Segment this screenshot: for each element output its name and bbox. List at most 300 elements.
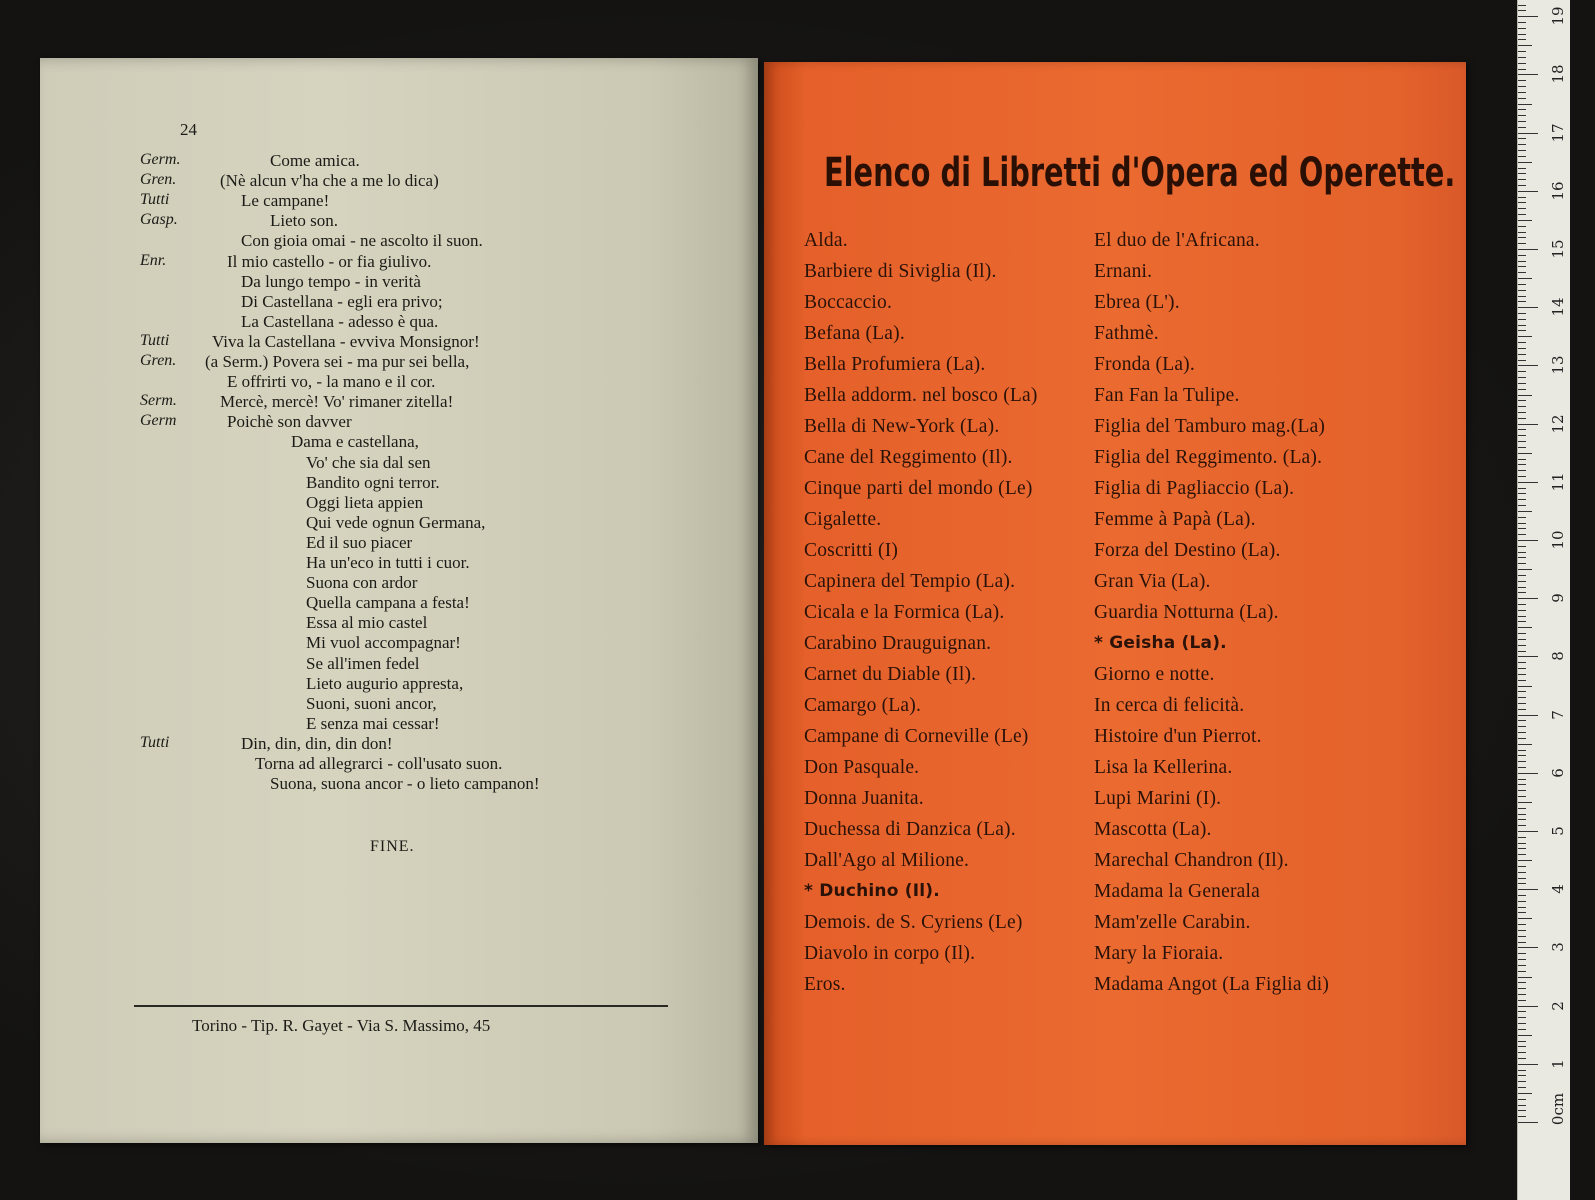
ruler-tick xyxy=(1518,808,1526,809)
ruler-tick xyxy=(1518,767,1526,768)
ruler-tick xyxy=(1518,1029,1526,1030)
ruler-tick xyxy=(1518,255,1526,256)
ruler-tick xyxy=(1518,150,1526,151)
ruler-tick xyxy=(1518,69,1526,70)
ruler-tick xyxy=(1518,447,1526,448)
ruler-tick xyxy=(1518,1058,1526,1059)
ruler-tick xyxy=(1518,459,1526,460)
ruler-tick xyxy=(1518,546,1526,547)
ruler-tick xyxy=(1518,162,1532,163)
libretto-title: Mary la Fioraia. xyxy=(1094,943,1224,964)
ruler-number: 10 xyxy=(1549,530,1567,550)
ruler-tick xyxy=(1518,1110,1526,1111)
ruler-tick xyxy=(1518,557,1526,558)
libretto-title: Duchessa di Danzica (La). xyxy=(804,819,1016,840)
ruler-tick xyxy=(1518,1087,1526,1088)
ruler-tick xyxy=(1518,534,1526,535)
verse-text: Din, din, din, din don! xyxy=(241,733,393,753)
ruler-tick xyxy=(1518,616,1526,617)
ruler-tick xyxy=(1518,371,1526,372)
libretto-title: Forza del Destino (La). xyxy=(1094,540,1281,561)
ruler-tick xyxy=(1518,715,1538,716)
ruler-tick xyxy=(1518,732,1526,733)
ruler-tick xyxy=(1518,784,1526,785)
ruler-tick xyxy=(1518,1041,1526,1042)
ruler-tick xyxy=(1518,790,1526,791)
verse-text: (a Serm.) Povera sei - ma pur sei bella, xyxy=(205,352,470,371)
ruler-tick xyxy=(1518,971,1526,972)
ruler-tick xyxy=(1518,214,1526,215)
ruler-tick xyxy=(1518,173,1526,174)
ruler-tick xyxy=(1518,1046,1526,1047)
ruler-tick xyxy=(1518,686,1532,687)
libretto-title: Cigalette. xyxy=(804,509,882,530)
verse-text: Suona con ardor xyxy=(306,573,418,593)
ruler-tick xyxy=(1518,750,1526,751)
verse-text: Dama e castellana, xyxy=(291,432,419,452)
ruler-tick xyxy=(1518,755,1526,756)
ruler-tick xyxy=(1518,266,1526,267)
verse-text: Di Castellana - egli era privo; xyxy=(241,291,443,311)
libretto-title: Fronda (La). xyxy=(1094,354,1195,375)
libretto-title: Don Pasquale. xyxy=(804,757,920,778)
ruler-number: 16 xyxy=(1549,181,1567,201)
libretto-title: Campane di Corneville (Le) xyxy=(804,726,1029,747)
ruler-tick xyxy=(1518,1075,1526,1076)
ruler-tick xyxy=(1518,435,1526,436)
ruler-tick xyxy=(1518,313,1526,314)
ruler-tick xyxy=(1518,424,1538,425)
ruler-tick xyxy=(1518,912,1526,913)
ruler-tick xyxy=(1518,621,1526,622)
ruler-tick xyxy=(1518,872,1526,873)
ruler-tick xyxy=(1518,942,1526,943)
ruler-tick xyxy=(1518,604,1526,605)
ruler-number: 12 xyxy=(1549,414,1567,434)
ruler-tick xyxy=(1518,365,1538,366)
ruler-tick xyxy=(1518,319,1526,320)
verse-text: Poichè son davver xyxy=(227,412,352,432)
ruler-tick xyxy=(1518,528,1526,529)
libretto-title: Femme à Papà (La). xyxy=(1094,509,1256,530)
ruler-tick xyxy=(1518,307,1538,308)
footer-rule xyxy=(134,1005,668,1007)
ruler-tick xyxy=(1518,907,1526,908)
ruler-tick xyxy=(1518,360,1526,361)
verse-text: Il mio castello - or fia giulivo. xyxy=(227,251,432,271)
ruler-tick xyxy=(1518,10,1526,11)
libretto-title: Demois. de S. Cyriens (Le) xyxy=(804,912,1023,933)
ruler-tick xyxy=(1518,656,1538,657)
ruler-tick xyxy=(1518,878,1526,879)
verse-text: Ed il suo piacer xyxy=(306,532,413,552)
ruler-tick xyxy=(1518,389,1526,390)
ruler-tick xyxy=(1518,860,1532,861)
ruler-number: 13 xyxy=(1549,355,1567,375)
speaker-label: Enr. xyxy=(140,251,167,269)
verse-text: Lieto son. xyxy=(270,211,338,231)
ruler-tick xyxy=(1518,98,1526,99)
libretto-title: Camargo (La). xyxy=(804,695,922,716)
verse-text: Essa al mio castel xyxy=(306,613,428,633)
ruler-tick xyxy=(1518,74,1538,75)
ruler-number: 3 xyxy=(1549,942,1567,953)
libretto-title: Alda. xyxy=(804,230,848,251)
ruler-tick xyxy=(1518,22,1526,23)
ruler-tick xyxy=(1518,249,1538,250)
ruler-tick xyxy=(1518,121,1526,122)
ruler-tick xyxy=(1518,773,1538,774)
ruler-tick xyxy=(1518,1105,1526,1106)
ruler-tick xyxy=(1518,34,1526,35)
ruler-tick xyxy=(1518,977,1532,978)
ruler-tick xyxy=(1518,1099,1526,1100)
ruler-tick xyxy=(1518,127,1526,128)
ruler-tick xyxy=(1518,819,1526,820)
ruler-tick xyxy=(1518,39,1526,40)
ruler-tick xyxy=(1518,418,1526,419)
libretto-title: Donna Juanita. xyxy=(804,788,924,809)
verse-text: Viva la Castellana - evviva Monsignor! xyxy=(212,331,480,351)
ruler-tick xyxy=(1518,814,1526,815)
ruler-tick xyxy=(1518,348,1526,349)
ruler-tick xyxy=(1518,109,1526,110)
ruler-tick xyxy=(1518,668,1526,669)
ruler-tick xyxy=(1518,296,1526,297)
ruler-tick xyxy=(1518,179,1526,180)
ruler-tick xyxy=(1518,965,1526,966)
ruler-tick xyxy=(1518,1122,1538,1123)
ruler-tick xyxy=(1518,680,1526,681)
ruler-number: 11 xyxy=(1549,472,1567,492)
ruler-tick xyxy=(1518,63,1526,64)
ruler-tick xyxy=(1518,587,1526,588)
ruler-number: 19 xyxy=(1549,6,1567,26)
ruler-tick xyxy=(1518,226,1526,227)
ruler-tick xyxy=(1518,994,1526,995)
ruler-number: 2 xyxy=(1549,1000,1567,1011)
ruler-number: 8 xyxy=(1549,651,1567,662)
ruler-number: 7 xyxy=(1549,709,1567,720)
ruler-tick xyxy=(1518,1070,1526,1071)
libretto-title: Coscritti (I) xyxy=(804,540,899,561)
ruler-tick xyxy=(1518,796,1526,797)
libretto-title: Dall'Ago al Milione. xyxy=(804,850,970,871)
ruler-number: 4 xyxy=(1549,884,1567,894)
ruler-tick xyxy=(1518,540,1538,541)
ruler-tick xyxy=(1518,45,1532,46)
speaker-label: Serm. xyxy=(140,392,177,410)
ruler-tick xyxy=(1518,342,1526,343)
ruler-tick xyxy=(1518,476,1526,477)
verse-text: Da lungo tempo - in verità xyxy=(241,271,421,291)
libretto-title: * Duchino (Il). xyxy=(804,881,940,901)
ruler-tick xyxy=(1518,86,1526,87)
speaker-label: Gasp. xyxy=(140,211,178,229)
libretto-title: Figlia del Tamburo mag.(La) xyxy=(1094,416,1326,437)
ruler-tick xyxy=(1518,947,1538,948)
ruler-tick xyxy=(1518,488,1526,489)
ruler-tick xyxy=(1518,988,1526,989)
ruler-tick xyxy=(1518,825,1526,826)
ruler-tick xyxy=(1518,848,1526,849)
ruler-tick xyxy=(1518,726,1526,727)
verse-text: Come amica. xyxy=(270,151,360,170)
ruler-tick xyxy=(1518,325,1526,326)
ruler-tick xyxy=(1518,598,1538,599)
libretto-title: Cinque parti del mondo (Le) xyxy=(804,478,1033,499)
ruler-tick xyxy=(1518,883,1526,884)
ruler-tick xyxy=(1518,284,1526,285)
ruler-number: 5 xyxy=(1549,826,1567,836)
ruler-tick xyxy=(1518,953,1526,954)
ruler-tick xyxy=(1518,138,1526,139)
ruler-tick xyxy=(1518,202,1526,203)
ruler-tick xyxy=(1518,895,1526,896)
ruler-tick xyxy=(1518,517,1526,518)
libretto-title: Gran Via (La). xyxy=(1094,571,1211,592)
ruler-tick xyxy=(1518,1081,1526,1082)
ruler-tick xyxy=(1518,354,1526,355)
ruler-tick xyxy=(1518,633,1526,634)
ruler-tick xyxy=(1518,779,1526,780)
speaker-label: Germ xyxy=(140,412,177,430)
libretto-title: Lupi Marini (I). xyxy=(1094,788,1222,809)
ruler-tick xyxy=(1518,493,1526,494)
verse-text: (Nè alcun v'ha che a me lo dica) xyxy=(220,171,439,191)
ruler-tick xyxy=(1518,92,1526,93)
ruler-tick xyxy=(1518,453,1532,454)
verse-text: Quella campana a festa! xyxy=(306,593,470,613)
ruler-tick xyxy=(1518,924,1526,925)
page-number: 24 xyxy=(180,120,197,139)
libretto-title: Bella Profumiera (La). xyxy=(804,354,986,375)
ruler-tick xyxy=(1518,330,1526,331)
ruler-tick xyxy=(1518,168,1526,169)
ruler-tick xyxy=(1518,16,1538,17)
ruler-tick xyxy=(1518,854,1526,855)
ruler-tick xyxy=(1518,738,1526,739)
libretto-title: Carabino Drauguignan. xyxy=(804,633,992,654)
ruler-tick xyxy=(1518,744,1532,745)
ruler-tick xyxy=(1518,1017,1526,1018)
ruler-tick xyxy=(1518,610,1526,611)
ruler-tick xyxy=(1518,5,1526,6)
ruler-tick xyxy=(1518,1052,1526,1053)
ruler-tick xyxy=(1518,80,1526,81)
ruler-tick xyxy=(1518,499,1526,500)
ruler-number: 9 xyxy=(1549,593,1567,603)
ruler-tick xyxy=(1518,843,1526,844)
libretto-title: Mam'zelle Carabin. xyxy=(1094,912,1251,933)
ruler-tick xyxy=(1518,627,1532,628)
ruler-tick xyxy=(1518,639,1526,640)
verse-text: Mercè, mercè! Vo' rimaner zitella! xyxy=(220,392,454,412)
libretto-title: In cerca di felicità. xyxy=(1094,695,1245,716)
ruler-tick xyxy=(1518,575,1526,576)
libretto-title: Ebrea (L'). xyxy=(1094,292,1180,313)
libretto-title: Lisa la Kellerina. xyxy=(1094,757,1233,778)
ruler-number: 1 xyxy=(1549,1059,1567,1069)
verse-text: Bandito ogni terror. xyxy=(306,472,440,492)
verse-text: Mi vuol accompagnar! xyxy=(306,633,461,653)
ruler-tick xyxy=(1518,831,1538,832)
ruler-tick xyxy=(1518,505,1526,506)
ruler-tick xyxy=(1518,441,1526,442)
ruler-tick xyxy=(1518,57,1526,58)
verse-text: Con gioia omai - ne ascolto il suon. xyxy=(241,231,483,251)
ruler-unit-label: 0cm xyxy=(1549,1092,1567,1126)
libretto-title: Ernani. xyxy=(1094,261,1153,282)
speaker-label: Germ. xyxy=(140,151,181,168)
ruler-tick xyxy=(1518,982,1526,983)
ruler-tick xyxy=(1518,1116,1526,1117)
ruler-tick xyxy=(1518,930,1526,931)
ruler-tick xyxy=(1518,115,1526,116)
ruler-tick xyxy=(1518,1011,1526,1012)
ruler-tick xyxy=(1518,406,1526,407)
verse-text: La Castellana - adesso è qua. xyxy=(241,311,439,331)
verse-text: Qui vede ognun Germana, xyxy=(306,512,486,532)
verse-text: Oggi lieta appien xyxy=(306,492,424,512)
ruler-tick xyxy=(1518,720,1526,721)
ruler-tick xyxy=(1518,383,1526,384)
libretto-title: Boccaccio. xyxy=(804,292,893,313)
ruler-tick xyxy=(1518,662,1526,663)
libretto-title: * Geisha (La). xyxy=(1094,633,1227,653)
ruler-tick xyxy=(1518,28,1526,29)
verse-text: E senza mai cessar! xyxy=(306,713,440,733)
ruler-tick xyxy=(1518,1000,1526,1001)
libretto-title: Eros. xyxy=(804,974,846,995)
catalog-title: Elenco di Libretti d'Opera ed Operette. xyxy=(824,150,1456,196)
libretto-title: Madama la Generala xyxy=(1094,881,1261,902)
libretto-title: Befana (La). xyxy=(804,323,905,344)
ruler-tick xyxy=(1518,261,1526,262)
ruler-tick xyxy=(1518,802,1532,803)
ruler-tick xyxy=(1518,592,1526,593)
ruler-tick xyxy=(1518,697,1526,698)
speaker-label: Tutti xyxy=(140,331,170,349)
ruler-tick xyxy=(1518,837,1526,838)
ruler-tick xyxy=(1518,336,1532,337)
verse-text: Torna ad allegrarci - coll'usato suon. xyxy=(255,754,503,773)
ruler-tick xyxy=(1518,651,1526,652)
libretto-title: Figlia di Pagliaccio (La). xyxy=(1094,478,1295,499)
libretto-title: Capinera del Tempio (La). xyxy=(804,571,1016,592)
ruler-tick xyxy=(1518,889,1538,890)
ruler-tick xyxy=(1518,51,1526,52)
verse-text: E offrirti vo, - la mano e il cor. xyxy=(227,372,436,392)
ruler-tick xyxy=(1518,691,1526,692)
ruler-tick xyxy=(1518,1093,1532,1094)
libretto-title: Mascotta (La). xyxy=(1094,819,1212,840)
ruler-tick xyxy=(1518,511,1532,512)
libretto-title: Fathmè. xyxy=(1094,323,1159,344)
measurement-ruler xyxy=(1517,0,1570,1200)
ruler-number: 15 xyxy=(1549,239,1567,259)
ruler-tick xyxy=(1518,237,1526,238)
ruler-tick xyxy=(1518,1006,1538,1007)
libretto-title: Carnet du Diable (Il). xyxy=(804,664,977,685)
verse-text: Ha un'eco in tutti i cuor. xyxy=(306,553,470,572)
ruler-tick xyxy=(1518,703,1526,704)
libretto-title: Giorno e notte. xyxy=(1094,664,1215,685)
ruler-tick xyxy=(1518,581,1526,582)
ruler-tick xyxy=(1518,144,1526,145)
libretto-title: Cicala e la Formica (La). xyxy=(804,602,1005,623)
ruler-tick xyxy=(1518,208,1526,209)
ruler-tick xyxy=(1518,563,1526,564)
ruler-tick xyxy=(1518,395,1532,396)
ruler-tick xyxy=(1518,377,1526,378)
ruler-tick xyxy=(1518,1064,1538,1065)
libretto-title: Histoire d'un Pierrot. xyxy=(1094,726,1262,747)
libretto-title: Diavolo in corpo (Il). xyxy=(804,943,976,964)
libretto-title: Barbiere di Siviglia (Il). xyxy=(804,261,997,282)
ruler-tick xyxy=(1518,936,1526,937)
verse-text: Vo' che sia dal sen xyxy=(306,452,431,472)
ruler-tick xyxy=(1518,761,1526,762)
ruler-number: 18 xyxy=(1549,64,1567,84)
libretto-title: Fan Fan la Tulipe. xyxy=(1094,385,1240,406)
fine-label: FINE. xyxy=(370,838,415,855)
ruler-tick xyxy=(1518,429,1526,430)
ruler-number: 6 xyxy=(1549,768,1567,778)
ruler-tick xyxy=(1518,104,1532,105)
ruler-number: 14 xyxy=(1549,297,1567,317)
ruler-tick xyxy=(1518,272,1526,273)
ruler-tick xyxy=(1518,901,1526,902)
libretto-title: Madama Angot (La Figlia di) xyxy=(1094,974,1330,995)
ruler-tick xyxy=(1518,470,1526,471)
ruler-tick xyxy=(1518,243,1526,244)
ruler-tick xyxy=(1518,645,1526,646)
verse-text: Lieto augurio appresta, xyxy=(306,673,464,693)
ruler-tick xyxy=(1518,278,1532,279)
ruler-tick xyxy=(1518,523,1526,524)
libretto-title: Figlia del Reggimento. (La). xyxy=(1094,447,1323,468)
ruler-tick xyxy=(1518,569,1532,570)
ruler-tick xyxy=(1518,197,1526,198)
speaker-label: Gren. xyxy=(140,171,177,189)
ruler-tick xyxy=(1518,464,1526,465)
libretto-title: Bella di New-York (La). xyxy=(804,416,1000,437)
libretto-title: Marechal Chandron (Il). xyxy=(1094,850,1289,871)
ruler-tick xyxy=(1518,1023,1526,1024)
printer-imprint: Torino - Tip. R. Gayet - Via S. Massimo, 45 xyxy=(192,1016,491,1035)
ruler-tick xyxy=(1518,412,1526,413)
ruler-tick xyxy=(1518,918,1532,919)
ruler-tick xyxy=(1518,220,1532,221)
ruler-tick xyxy=(1518,1035,1532,1036)
ruler-tick xyxy=(1518,674,1526,675)
ruler-tick xyxy=(1518,482,1538,483)
speaker-label: Tutti xyxy=(140,191,170,209)
ruler-tick xyxy=(1518,185,1526,186)
right-page xyxy=(764,62,1466,1145)
libretto-title: Cane del Reggimento (Il). xyxy=(804,447,1013,468)
ruler-tick xyxy=(1518,301,1526,302)
ruler-number: 17 xyxy=(1549,123,1567,143)
speaker-label: Gren. xyxy=(140,352,177,369)
speaker-label: Tutti xyxy=(140,733,170,751)
ruler-tick xyxy=(1518,959,1526,960)
left-page xyxy=(40,58,758,1143)
ruler-tick xyxy=(1518,232,1526,233)
ruler-tick xyxy=(1518,290,1526,291)
verse-text: Le campane! xyxy=(241,191,330,211)
